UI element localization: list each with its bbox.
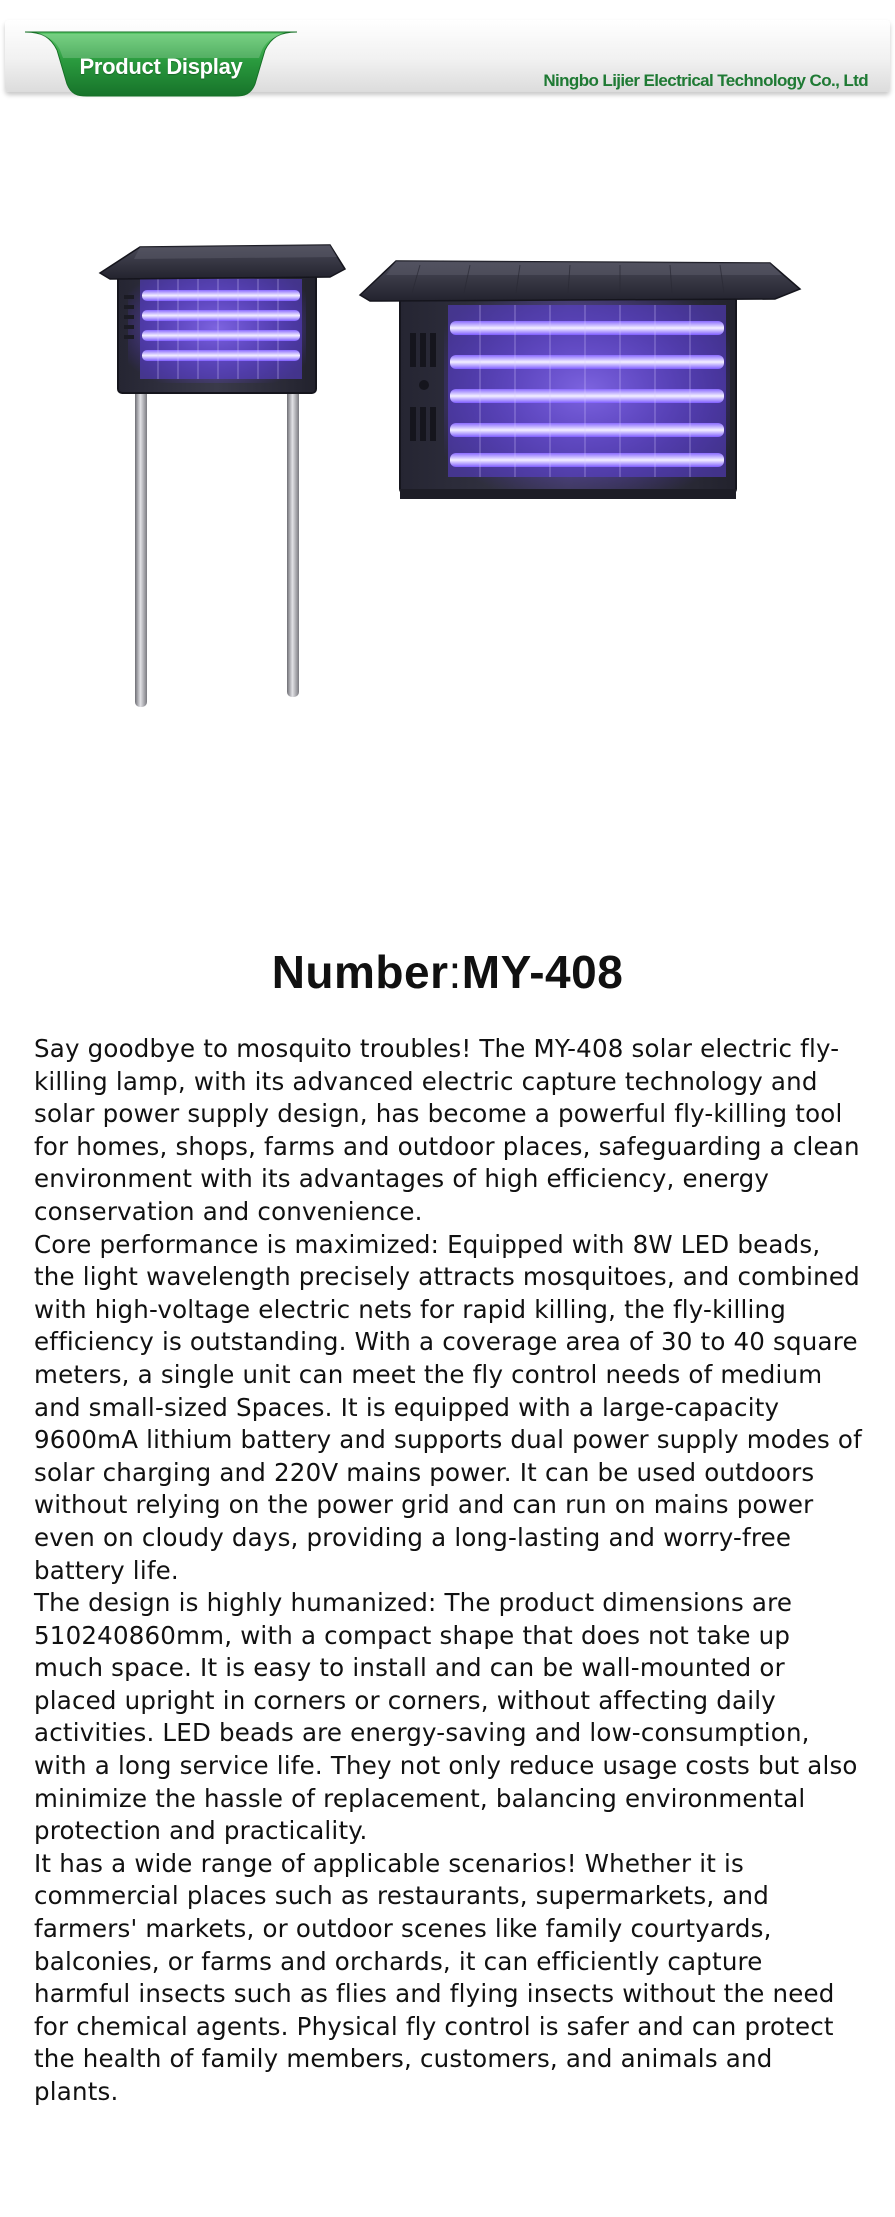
large-lamp — [360, 261, 800, 499]
small-lamp — [100, 245, 345, 707]
model-number: MY-408 — [461, 946, 624, 998]
description-paragraph: Core performance is maximized: Equipped with 8W LED beads, the light wavelength precisely attracts mosquitoes, and combined with high-voltage electric nets for rapid killing, the fly-killing efficiency is outstanding. With a coverage area of 30 to 40 square meters, a single unit can meet the fly control needs of medium and small-sized Spaces. It is equipped with a large-capacity 9600mA lithium battery and supports dual power supply modes of solar charging and 220V mains power. It can be used outdoors without relying on the power grid and can run on mains power even on cloudy days, providing a long-lasting and worry-free battery life. — [34, 1229, 862, 1585]
description-paragraph: The design is highly humanized: The product dimensions are 510240860mm, with a compact shape that does not take up much space. It is easy to install and can be wall-mounted or placed upright in corners or corners, without affecting daily activities. LED beads are energy-saving and low-consumption, with a long service life. They not only reduce usage costs but also minimize the hassle of replacement, balancing environmental protection and practicality. — [34, 1588, 858, 1846]
model-label: Number — [271, 946, 449, 998]
section-title: Product Display — [79, 54, 243, 79]
header-banner — [5, 20, 890, 92]
section-tab — [25, 28, 297, 100]
model-number-title — [0, 945, 895, 999]
right-pole — [287, 385, 299, 697]
product-image — [0, 95, 895, 935]
product-description — [34, 1033, 862, 2109]
left-pole — [135, 385, 147, 707]
company-name: Ningbo Lijier Electrical Technology Co., Ltd — [543, 71, 868, 90]
description-paragraph: It has a wide range of applicable scenarios! Whether it is commercial places such as restaurants, supermarkets, and farmers' markets, or outdoor scenes like family courtyards, balconies, or farms and orchards, it can efficiently capture harmful insects such as flies and flying insects without the need for chemical agents. Physical fly control is safer and can protect the health of family members, customers, and animals and plants. — [34, 1848, 835, 2106]
description-paragraph: Say goodbye to mosquito troubles! The MY-408 solar electric fly-killing lamp, with its advanced electric capture technology and solar power supply design, has become a powerful fly-killing tool for homes, shops, farms and outdoor places, safeguarding a clean environment with its advantages of high efficiency, energy conservation and convenience. — [34, 1034, 860, 1226]
model-separator: : — [448, 946, 462, 998]
